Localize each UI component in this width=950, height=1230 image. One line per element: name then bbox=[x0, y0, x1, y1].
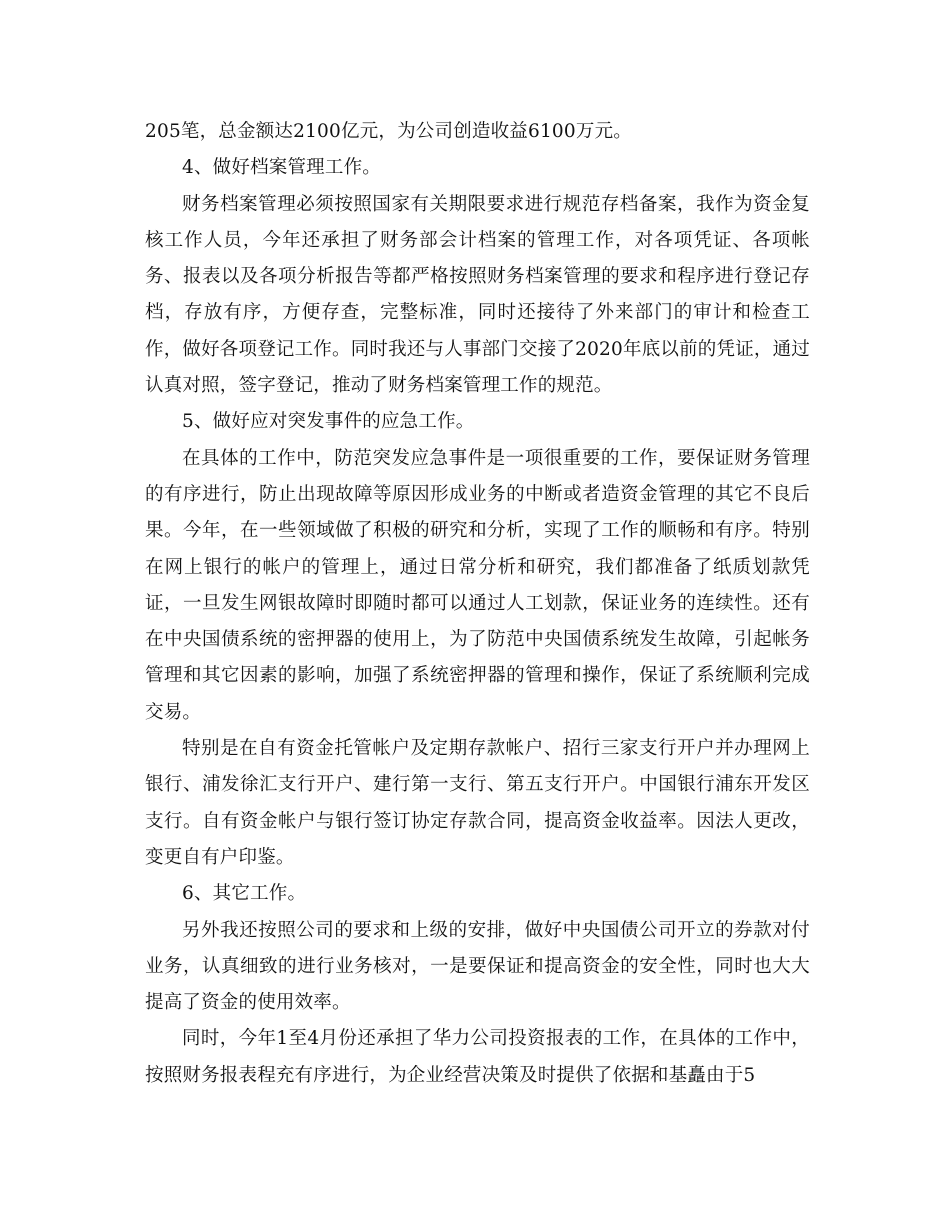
document-body bbox=[145, 114, 810, 1094]
heading-4-archive-management: 4、做好档案管理工作。 bbox=[182, 157, 381, 179]
paragraph-investment-reports: 同时，今年1至4月份还承担了华力公司投资报表的工作，在具体的工作中，按照财务报表程充有序进行，为企业经营决策及时提供了依据和基矗由于5 bbox=[145, 1028, 810, 1086]
heading-5-emergency-response: 5、做好应对突发事件的应急工作。 bbox=[182, 411, 475, 433]
paragraph-1: 205笔，总金额达2100亿元，为公司创造收益6100万元。 bbox=[145, 121, 632, 142]
paragraph-emergency-response: 在具体的工作中，防范突发应急事件是一项很重要的工作，要保证财务管理的有序进行，防止出现故障等原因形成业务的中断或者造资金管理的其它不良后果。今年，在一些领域做了积极的研究和分析，实现了工作的顺畅和有序。特别在网上银行的帐户的管理上，通过日常分析和研究，我们都准备了纸质划款凭证，一旦发生网银故障时即随时都可以通过人工划款，保证业务的连续性。还有在中央国债系统的密押器的使用上，为了防范中央国债系统发生故障，引起帐务管理和其它因素的影响，加强了系统密押器的管理和操作，保证了系统顺利完成交易。 bbox=[145, 447, 810, 723]
heading-6-other-work: 6、其它工作。 bbox=[182, 883, 307, 905]
paragraph-archive-management: 财务档案管理必须按照国家有关期限要求进行规范存档备案，我作为资金复核工作人员，今年还承担了财务部会计档案的管理工作，对各项凭证、各项帐务、报表以及各项分析报告等都严格按照财务档案管理的要求和程序进行登记存档，存放有序，方便存查，完整标准，同时还接待了外来部门的审计和检查工作，做好各项登记工作。同时我还与人事部门交接了2020年底以前的凭证，通过认真对照，签字登记，推动了财务档案管理工作的规范。 bbox=[145, 193, 810, 397]
paragraph-other-work: 另外我还按照公司的要求和上级的安排，做好中央国债公司开立的券款对付业务，认真细致的进行业务核对，一是要保证和提高资金的安全性，同时也大大提高了资金的使用效率。 bbox=[145, 919, 810, 1014]
paragraph-account-opening: 特别是在自有资金托管帐户及定期存款帐户、招行三家支行开户并办理网上银行、浦发徐汇支行开户、建行第一支行、第五支行开户。中国银行浦东开发区支行。自有资金帐户与银行签订协定存款合同，提高资金收益率。因法人更改，变更自有户印鉴。 bbox=[145, 738, 810, 868]
